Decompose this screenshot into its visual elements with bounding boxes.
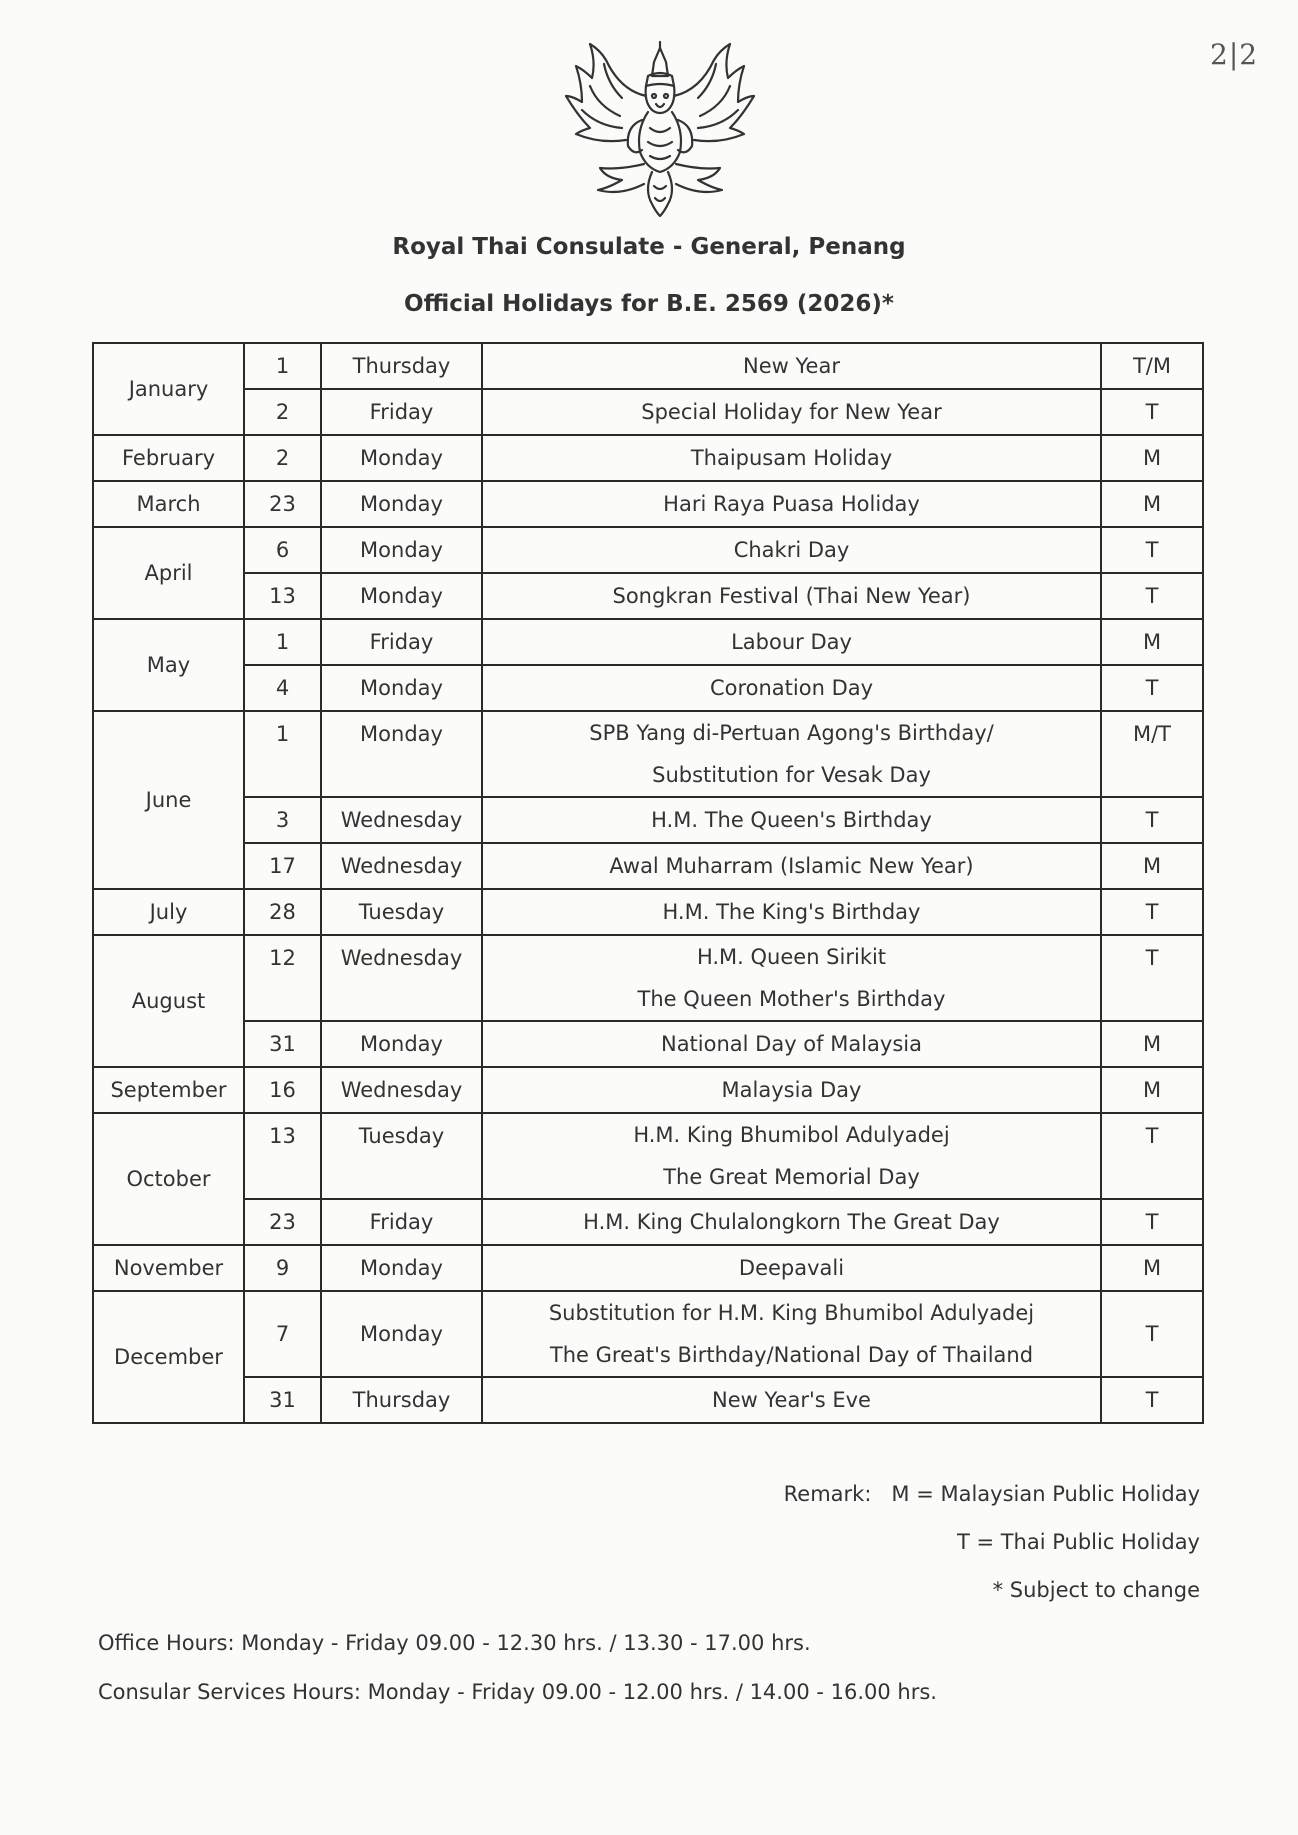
month-cell: April [93,527,244,619]
day-cell: Wednesday [321,1067,482,1113]
holiday-type-cell: T [1101,1199,1203,1245]
holiday-name-cell [482,843,1101,889]
table-row [93,389,1203,435]
holiday-name-line: Songkran Festival (Thai New Year) [612,584,971,608]
remark-note: * Subject to change [992,1578,1200,1602]
holiday-name-cell [482,889,1101,935]
date-cell: 3 [244,797,321,843]
remark-t: T = Thai Public Holiday [956,1530,1200,1554]
holiday-type-cell: T [1101,1113,1203,1199]
office-hours: Office Hours: Monday - Friday 09.00 - 12.30 hrs. / 13.30 - 17.00 hrs. [98,1631,811,1655]
holiday-type-cell: M [1101,619,1203,665]
table-row [93,665,1203,711]
day-cell: Tuesday [321,1113,482,1199]
month-cell: July [93,889,244,935]
holiday-name-line: Substitution for H.M. King Bhumibol Adulyadej [548,1301,1035,1325]
remark-label: Remark: [783,1482,872,1506]
remark-m: M = Malaysian Public Holiday [891,1482,1200,1506]
holiday-type-cell: M [1101,1021,1203,1067]
month-cell: March [93,481,244,527]
day-cell: Thursday [321,1377,482,1423]
month-cell: November [93,1245,244,1291]
month-cell: December [93,1291,244,1423]
table-row [93,1199,1203,1245]
page-subtitle: Official Holidays for B.E. 2569 (2026)* [404,291,894,317]
holiday-type-cell: M [1101,435,1203,481]
remarks [780,1470,1200,1614]
holiday-type-cell: T [1101,389,1203,435]
holiday-name-line: The Great's Birthday/National Day of Thailand [549,1343,1034,1367]
holiday-type-cell: M [1101,843,1203,889]
date-cell: 23 [244,1199,321,1245]
holiday-name-line: H.M. King Bhumibol Adulyadej [633,1123,950,1147]
table-row [93,935,1203,1021]
holiday-type-cell: T [1101,665,1203,711]
date-cell: 1 [244,619,321,665]
holiday-name-line: Malaysia Day [721,1078,862,1102]
holiday-name-line: H.M. King Chulalongkorn The Great Day [583,1210,1000,1234]
garuda-emblem-icon [560,40,760,220]
page-title: Royal Thai Consulate - General, Penang [392,234,906,260]
date-cell: 28 [244,889,321,935]
holiday-name-cell [482,711,1101,797]
month-cell: September [93,1067,244,1113]
holiday-type-cell: T [1101,889,1203,935]
holiday-name-line: Special Holiday for New Year [641,400,942,424]
holiday-name-cell [482,1021,1101,1067]
holiday-name-line: New Year's Eve [712,1388,871,1412]
holiday-type-cell: T [1101,573,1203,619]
table-row [93,843,1203,889]
day-cell: Thursday [321,343,482,389]
day-cell: Monday [321,527,482,573]
date-cell: 2 [244,435,321,481]
day-cell: Monday [321,435,482,481]
day-cell: Tuesday [321,889,482,935]
day-cell: Wednesday [321,935,482,1021]
table-row [93,1067,1203,1113]
day-cell: Wednesday [321,797,482,843]
holiday-name-line: Thaipusam Holiday [690,446,893,470]
holiday-type-cell: T/M [1101,343,1203,389]
holiday-name-line: SPB Yang di-Pertuan Agong's Birthday/ [589,721,994,745]
holiday-name-line: National Day of Malaysia [660,1032,922,1056]
consular-hours: Consular Services Hours: Monday - Friday 09.00 - 12.00 hrs. / 14.00 - 16.00 hrs. [98,1680,937,1704]
holiday-name-cell [482,435,1101,481]
holiday-name-line: Awal Muharram (Islamic New Year) [609,854,974,878]
table-row [93,711,1203,797]
holiday-name-cell [482,1113,1101,1199]
day-cell: Monday [321,481,482,527]
holiday-name-line: Hari Raya Puasa Holiday [663,492,920,516]
table-row [93,619,1203,665]
month-cell: June [93,711,244,889]
table-row [93,527,1203,573]
day-cell: Monday [321,711,482,797]
table-row [93,1113,1203,1199]
table-row [93,889,1203,935]
table-row [93,343,1203,389]
holiday-type-cell: T [1101,527,1203,573]
remark-m-line [780,1470,1200,1518]
holiday-type-cell: M [1101,1245,1203,1291]
holiday-name-cell [482,527,1101,573]
date-cell: 23 [244,481,321,527]
holiday-name-cell [482,665,1101,711]
day-cell: Friday [321,1199,482,1245]
table-row [93,573,1203,619]
date-cell: 31 [244,1377,321,1423]
day-cell: Wednesday [321,843,482,889]
holiday-name-cell [482,573,1101,619]
month-cell: October [93,1113,244,1245]
month-cell: January [93,343,244,435]
holiday-type-cell: T [1101,935,1203,1021]
holiday-name-cell [482,1067,1101,1113]
date-cell: 1 [244,343,321,389]
holiday-type-cell: M [1101,481,1203,527]
date-cell: 13 [244,1113,321,1199]
day-cell: Monday [321,1021,482,1067]
date-cell: 6 [244,527,321,573]
holiday-name-cell [482,343,1101,389]
holiday-name-line: Chakri Day [733,538,850,562]
holiday-name-line: H.M. The King's Birthday [662,900,921,924]
table-row [93,1245,1203,1291]
table-row [93,481,1203,527]
holiday-name-line: The Great Memorial Day [663,1165,920,1189]
day-cell: Monday [321,665,482,711]
holiday-name-cell [482,619,1101,665]
day-cell: Monday [321,1291,482,1377]
holiday-table [92,342,1204,1424]
day-cell: Monday [321,1245,482,1291]
holiday-name-line: Substitution for Vesak Day [652,763,931,787]
holiday-type-cell: M/T [1101,711,1203,797]
holiday-name-cell [482,797,1101,843]
holiday-name-line: H.M. The Queen's Birthday [651,808,932,832]
day-cell: Friday [321,619,482,665]
month-cell: August [93,935,244,1067]
holiday-name-line: New Year [743,354,840,378]
holiday-type-cell: M [1101,1067,1203,1113]
date-cell: 2 [244,389,321,435]
date-cell: 16 [244,1067,321,1113]
holiday-name-cell [482,1377,1101,1423]
table-row [93,1291,1203,1377]
date-cell: 13 [244,573,321,619]
holiday-name-line: Coronation Day [709,676,874,700]
holiday-name-cell [482,935,1101,1021]
date-cell: 9 [244,1245,321,1291]
date-cell: 7 [244,1291,321,1377]
page-number: 2|2 [1210,38,1259,71]
date-cell: 1 [244,711,321,797]
holiday-type-cell: T [1101,1377,1203,1423]
day-cell: Monday [321,573,482,619]
date-cell: 12 [244,935,321,1021]
date-cell: 31 [244,1021,321,1067]
holiday-type-cell: T [1101,1291,1203,1377]
holiday-name-line: Deepavali [738,1256,845,1280]
table-row [93,797,1203,843]
holiday-table-body [93,343,1203,1423]
month-cell: February [93,435,244,481]
holiday-name-cell [482,389,1101,435]
table-row [93,1377,1203,1423]
day-cell: Friday [321,389,482,435]
holiday-name-line: The Queen Mother's Birthday [637,987,946,1011]
holiday-name-line: Labour Day [731,630,852,654]
holiday-name-cell [482,1199,1101,1245]
table-row [93,435,1203,481]
month-cell: May [93,619,244,711]
holiday-name-cell [482,481,1101,527]
date-cell: 4 [244,665,321,711]
holiday-name-cell [482,1291,1101,1377]
date-cell: 17 [244,843,321,889]
holiday-name-line: H.M. Queen Sirikit [696,945,887,969]
holiday-type-cell: T [1101,797,1203,843]
table-row [93,1021,1203,1067]
holiday-name-cell [482,1245,1101,1291]
